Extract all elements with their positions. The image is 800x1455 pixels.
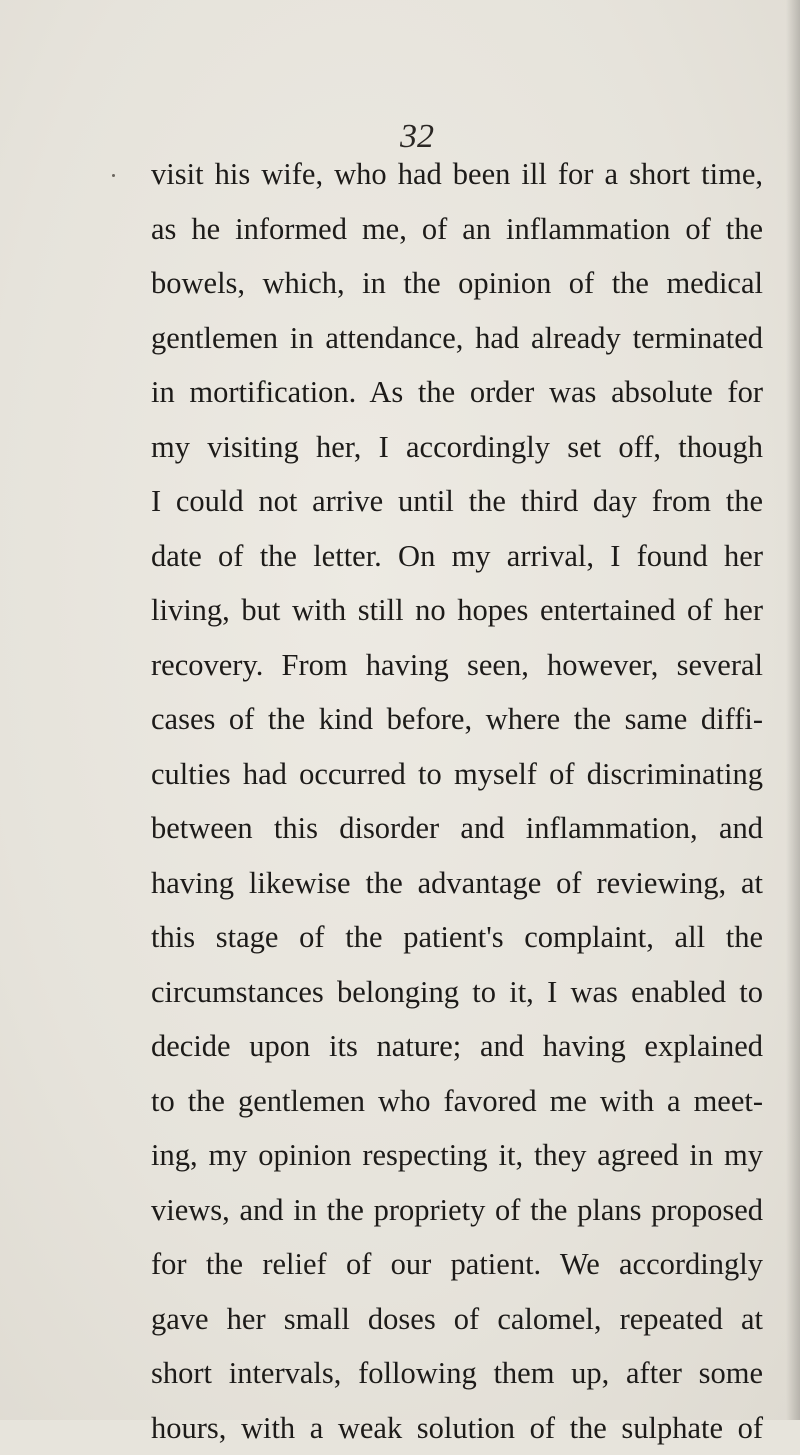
text-line: as he informed me, of an inflammation of the xyxy=(151,202,763,257)
text-line: for the relief of our patient. We accordingly xyxy=(151,1237,763,1292)
text-line: recovery. From having seen, however, several xyxy=(151,638,763,693)
text-line: date of the letter. On my arrival, I found her xyxy=(151,529,763,584)
text-line: circumstances belonging to it, I was enabled to xyxy=(151,965,763,1020)
text-line: to the gentlemen who favored me with a meet- xyxy=(151,1074,763,1129)
text-line: ing, my opinion respecting it, they agreed in my xyxy=(151,1128,763,1183)
text-line: between this disorder and inflammation, and xyxy=(151,801,763,856)
page-number: 32 xyxy=(0,118,800,156)
text-line: bowels, which, in the opinion of the medical xyxy=(151,256,763,311)
text-line: this stage of the patient's complaint, all the xyxy=(151,910,763,965)
text-line: gentlemen in attendance, had already terminated xyxy=(151,311,763,366)
text-line: living, but with still no hopes entertained of her xyxy=(151,583,763,638)
text-line: short intervals, following them up, after some xyxy=(151,1346,763,1401)
text-line: I could not arrive until the third day from the xyxy=(151,474,763,529)
ink-speck xyxy=(112,174,115,177)
body-text xyxy=(151,147,763,1455)
text-line: views, and in the propriety of the plans proposed xyxy=(151,1183,763,1238)
text-line: in mortification. As the order was absolute for xyxy=(151,365,763,420)
text-line: gave her small doses of calomel, repeated at xyxy=(151,1292,763,1347)
text-line: hours, with a weak solution of the sulphate of xyxy=(151,1401,763,1455)
text-line: my visiting her, I accordingly set off, though xyxy=(151,420,763,475)
text-line: culties had occurred to myself of discriminating xyxy=(151,747,763,802)
text-line: cases of the kind before, where the same diffi- xyxy=(151,692,763,747)
text-line: having likewise the advantage of reviewing, at xyxy=(151,856,763,911)
page-edge-shadow xyxy=(786,0,800,1420)
text-line: decide upon its nature; and having explained xyxy=(151,1019,763,1074)
text-line: visit his wife, who had been ill for a short time, xyxy=(151,147,763,202)
